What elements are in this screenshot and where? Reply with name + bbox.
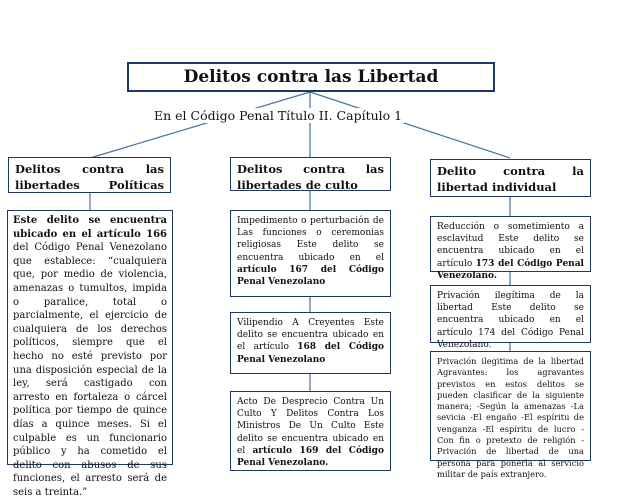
- box-individual-esclavitud: [430, 216, 591, 281]
- box-text-bold: Este delito se encuentra ubicado en el artículo 166: [13, 215, 167, 240]
- box-text: Vilipendio A Creyentes Este delito se encuentra ubicado en el artículo: [237, 318, 384, 353]
- box-individual-privacion: [430, 285, 591, 350]
- diagram-title: Delitos contra las Libertad: [127, 62, 495, 92]
- box-text-bold: 173 del Código Penal Venezolano.: [437, 258, 584, 281]
- box-individual-agravantes: [430, 351, 591, 479]
- box-text-bold: 168 del Código Penal Venezolano: [237, 342, 384, 365]
- box-text: Privación ilegitima de la libertad Agravantes: los agravantes previstos en estos delitos se pueden clasificar de la siguiente manera; -Según la amenazas -La sevicia -El engaño -El espíritu de venganza -El espíritu de lucro -Con fin o pretexto de religión -Privación de libertad de una persona para ponerla al servicio militar de país extranjero.: [437, 356, 584, 479]
- box-text: Reducción o sometimiento a esclavitud Este delito se encuentra ubicado en el artículo: [437, 222, 584, 269]
- box-text-bold: artículo 169 del Código Penal Venezolano.: [237, 445, 384, 469]
- heading-libertades-culto: Delitos contra las libertades de culto: [230, 157, 391, 191]
- box-culto-desprecio: [230, 391, 391, 471]
- box-culto-vilipendio: [230, 312, 391, 374]
- box-text: del Código Penal Venezolano que establece: “cualquiera que, por medio de violencia, amenazas o tumultos, impida o paralice, total o parcialmente, el ejercicio de cualquiera de los derechos políticos, siempre que el hecho no esté previsto por una disposición especial de la ley, será castigado con arresto en fortaleza o cárcel política por tiempo de quince días a quince meses. Si el culpable es un funcionario público y ha cometido el delito con abusos de sus funciones, el arresto será de seis a treinta.”: [13, 242, 167, 498]
- heading-libertades-politicas: Delitos contra las libertades Políticas: [8, 157, 171, 193]
- box-culto-impedimento: [230, 210, 391, 297]
- box-text-bold: artículo 167 del Código Penal Venezolano: [237, 264, 384, 288]
- heading-libertad-individual: Delito contra la libertad individual: [430, 159, 591, 197]
- box-libertades-politicas-detail: [7, 210, 173, 498]
- box-text: Acto De Desprecio Contra Un Culto Y Delitos Contra Los Ministros De Un Culto Este delito se encuentra ubicado en el: [237, 397, 384, 456]
- diagram-subtitle: En el Código Penal Título II. Capítulo 1: [154, 108, 403, 123]
- box-text: Impedimento o perturbación de Las funciones o ceremonias religiosas Este delito se encuentra ubicado en el: [237, 216, 384, 263]
- box-text: Privación ilegítima de la libertad Este delito se encuentra ubicado en el artículo 174 del Código Penal Venezolano.: [437, 291, 584, 350]
